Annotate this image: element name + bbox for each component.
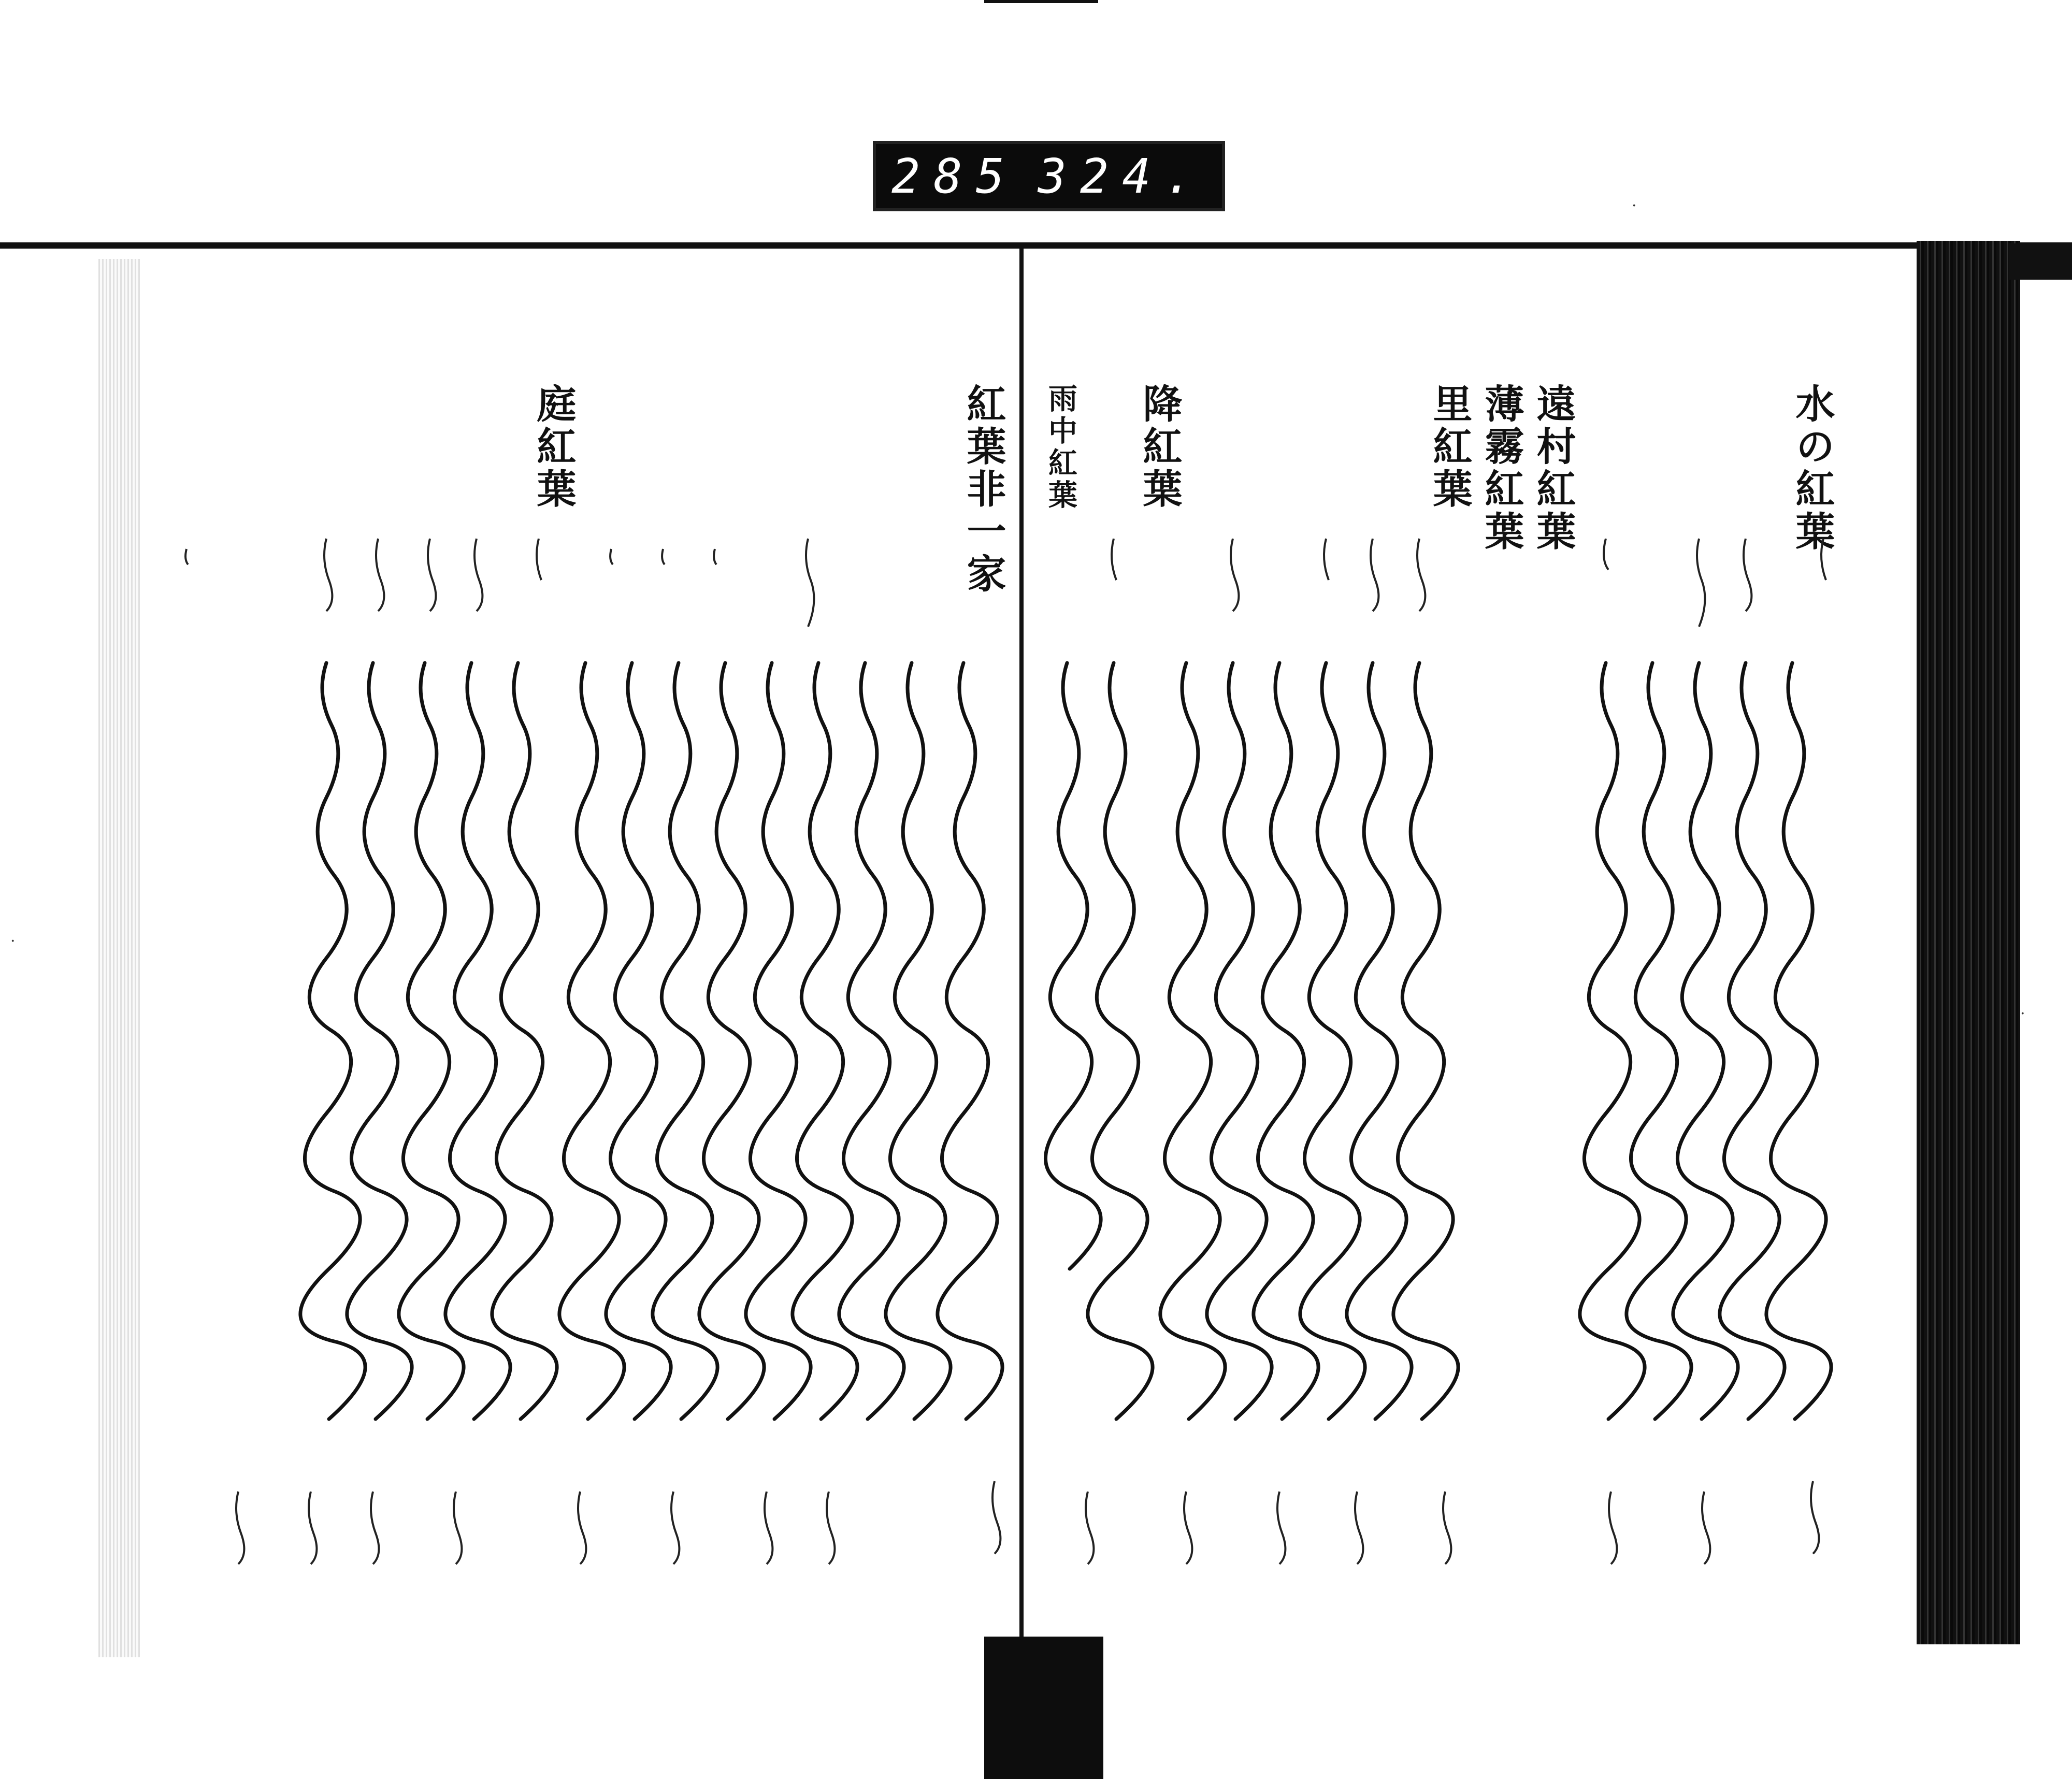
poet-signature [1702, 1492, 1710, 1564]
poet-signature [1355, 1492, 1363, 1564]
microfilm-frame-counter [873, 141, 1225, 211]
poet-signature [454, 1492, 462, 1564]
annotation-mark [1231, 539, 1239, 611]
annotation-mark [1112, 539, 1116, 580]
verse-line [1160, 663, 1225, 1419]
bottom-clamp [984, 1637, 1103, 1779]
poem-title: 遠村紅葉 [1530, 383, 1576, 553]
verse-line [347, 663, 412, 1419]
annotation-mark [1697, 539, 1705, 627]
verse-line [839, 663, 904, 1419]
scan-speck: · [2020, 1005, 2025, 1023]
cursive-verse-lines [1036, 352, 1896, 1595]
poem-title: 薄霧紅葉 [1478, 383, 1524, 553]
verse-line [1673, 663, 1738, 1419]
verse-line [1720, 663, 1785, 1419]
poem-title: 雨中紅葉 [1044, 383, 1078, 512]
poet-signature [1277, 1492, 1285, 1564]
poet-signature [1184, 1492, 1192, 1564]
annotation-mark [185, 549, 188, 565]
annotation-mark [1417, 539, 1425, 611]
poet-signature [1811, 1481, 1819, 1554]
verse-line [399, 663, 464, 1419]
verse-line [1045, 663, 1101, 1269]
scanner-top-mark [984, 0, 1098, 3]
annotation-mark [474, 539, 482, 611]
poem-title: 里紅葉 [1427, 383, 1473, 511]
poet-signature [1086, 1492, 1093, 1564]
verse-line [1627, 663, 1691, 1419]
poet-signature [1609, 1492, 1617, 1564]
frame-number-right: 324. [1038, 148, 1206, 204]
poem-title: 庭紅葉 [530, 383, 577, 511]
annotation-mark [428, 539, 436, 611]
verse-line [699, 663, 764, 1419]
annotation-mark [806, 539, 814, 627]
poet-signature [827, 1492, 834, 1564]
right-cover-corner [2009, 243, 2072, 280]
left-page [155, 352, 1005, 1595]
annotation-mark [662, 549, 665, 565]
poet-signature [236, 1492, 244, 1564]
verse-line [1347, 663, 1412, 1419]
poet-signature [671, 1492, 679, 1564]
verse-line [1300, 663, 1365, 1419]
scan-speck: · [1632, 197, 1637, 215]
verse-line [1393, 663, 1458, 1419]
verse-line [1580, 663, 1645, 1419]
poem-title: 紅葉非一家 [960, 383, 1006, 596]
verse-line [559, 663, 624, 1419]
verse-line [606, 663, 671, 1419]
annotation-mark [610, 549, 613, 565]
verse-line [793, 663, 857, 1419]
right-page [1036, 352, 1896, 1595]
poet-signature [1443, 1492, 1451, 1564]
verse-line [886, 663, 951, 1419]
poem-title: 降紅葉 [1136, 383, 1183, 511]
scan-speck: · [10, 932, 16, 950]
verse-line [445, 663, 510, 1419]
verse-line [938, 663, 1002, 1419]
annotation-mark [324, 539, 332, 611]
annotation-mark [1744, 539, 1751, 611]
poet-signature [992, 1481, 1000, 1554]
frame-number-left: 285 [891, 148, 1018, 204]
verse-line [1254, 663, 1318, 1419]
right-page-edge [1917, 241, 2020, 1644]
verse-line [492, 663, 557, 1419]
verse-line [746, 663, 811, 1419]
poet-signature [309, 1492, 316, 1564]
verse-line [1088, 663, 1153, 1419]
poem-title: 水の紅葉 [1789, 383, 1835, 553]
annotation-mark [537, 539, 541, 580]
poet-signature [371, 1492, 379, 1564]
annotation-mark [1324, 539, 1329, 580]
annotation-mark [376, 539, 384, 611]
verse-line [1766, 663, 1831, 1419]
poet-signature [578, 1492, 586, 1564]
annotation-mark [1821, 539, 1826, 580]
poet-signature [765, 1492, 772, 1564]
verse-line [1207, 663, 1272, 1419]
verse-line [300, 663, 365, 1419]
annotation-mark [714, 549, 716, 565]
annotation-mark [1371, 539, 1378, 611]
annotation-mark [1604, 539, 1608, 570]
left-page-edge [98, 259, 140, 1657]
scanner-top-rule [0, 242, 2072, 249]
book-gutter [1019, 249, 1024, 1647]
cursive-verse-lines [155, 352, 1005, 1595]
verse-line [653, 663, 717, 1419]
